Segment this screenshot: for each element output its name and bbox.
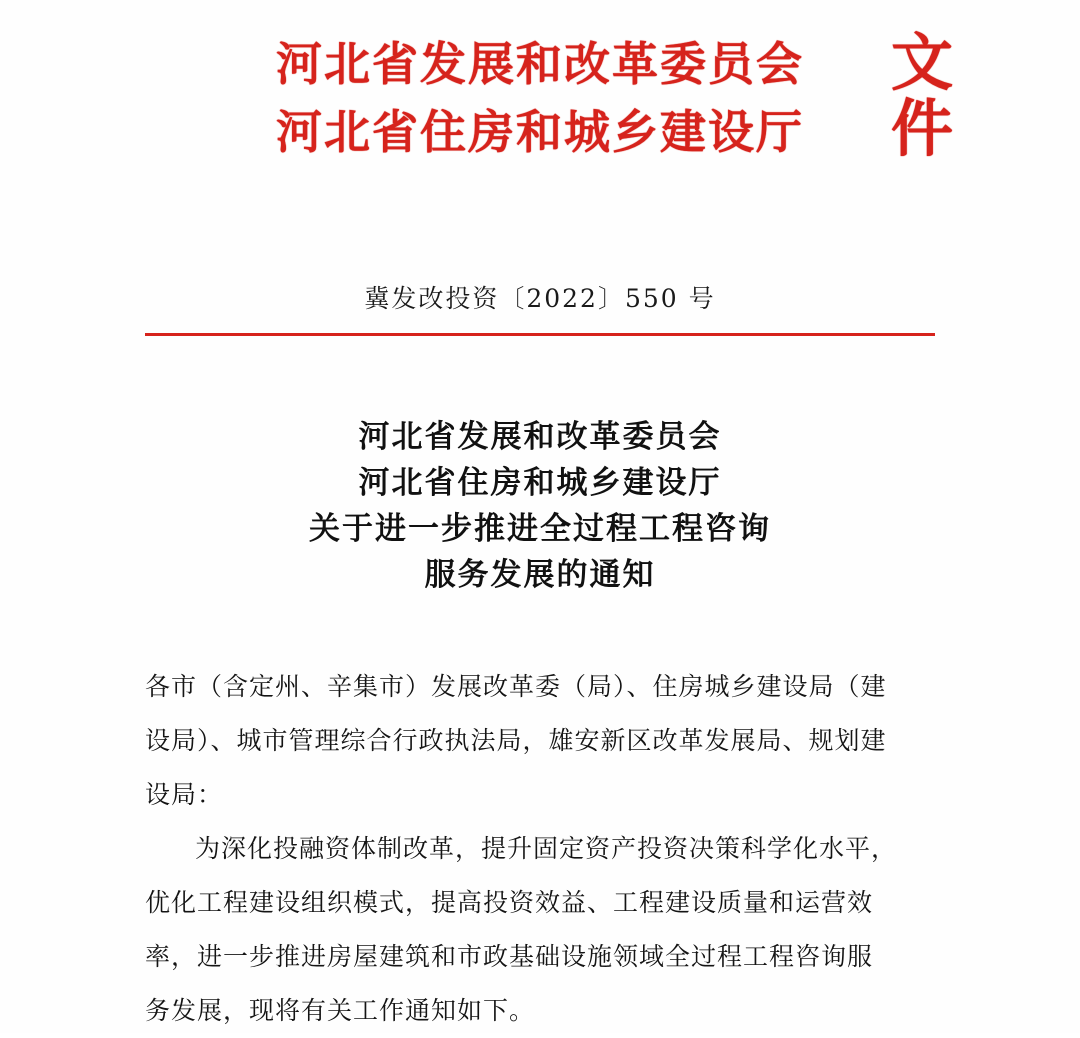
title-line-2: 河北省住房和城乡建设厅	[358, 465, 722, 501]
body-paragraph-line: 为深化投融资体制改革，提升固定资产投资决策科学化水平，	[195, 834, 898, 863]
document-masthead	[0, 0, 1080, 213]
addressee-line: 各市（含定州、辛集市）发展改革委（局）、住房城乡建设局（建	[145, 672, 887, 701]
title-line-1: 河北省发展和改革委员会	[358, 419, 722, 455]
red-separator-rule	[145, 333, 935, 336]
addressee-line: 设局：	[145, 780, 224, 809]
body-paragraph-line: 率，进一步推进房屋建筑和市政基础设施领域全过程工程咨询服	[145, 942, 874, 971]
addressee-line: 设局）、城市管理综合行政执法局，雄安新区改革发展局、规划建	[145, 726, 887, 755]
body-paragraph-line: 优化工程建设组织模式，提高投资效益、工程建设质量和运营效	[145, 888, 874, 917]
title-line-4: 服务发展的通知	[424, 557, 656, 593]
issuing-organization-line-1: 河北省发展和改革委员会	[276, 37, 804, 91]
document-number-area	[0, 279, 1080, 336]
document-word-mark: 文件	[890, 26, 953, 165]
issuing-organization-line-2: 河北省住房和城乡建设厅	[276, 105, 804, 159]
document-title	[0, 414, 1080, 598]
title-line-3: 关于进一步推进全过程工程咨询	[309, 511, 771, 547]
body-paragraph-line: 务发展，现将有关工作通知如下。	[145, 996, 536, 1025]
document-number: 冀发改投资〔2022〕550 号	[364, 284, 716, 313]
document-body	[145, 660, 935, 1038]
